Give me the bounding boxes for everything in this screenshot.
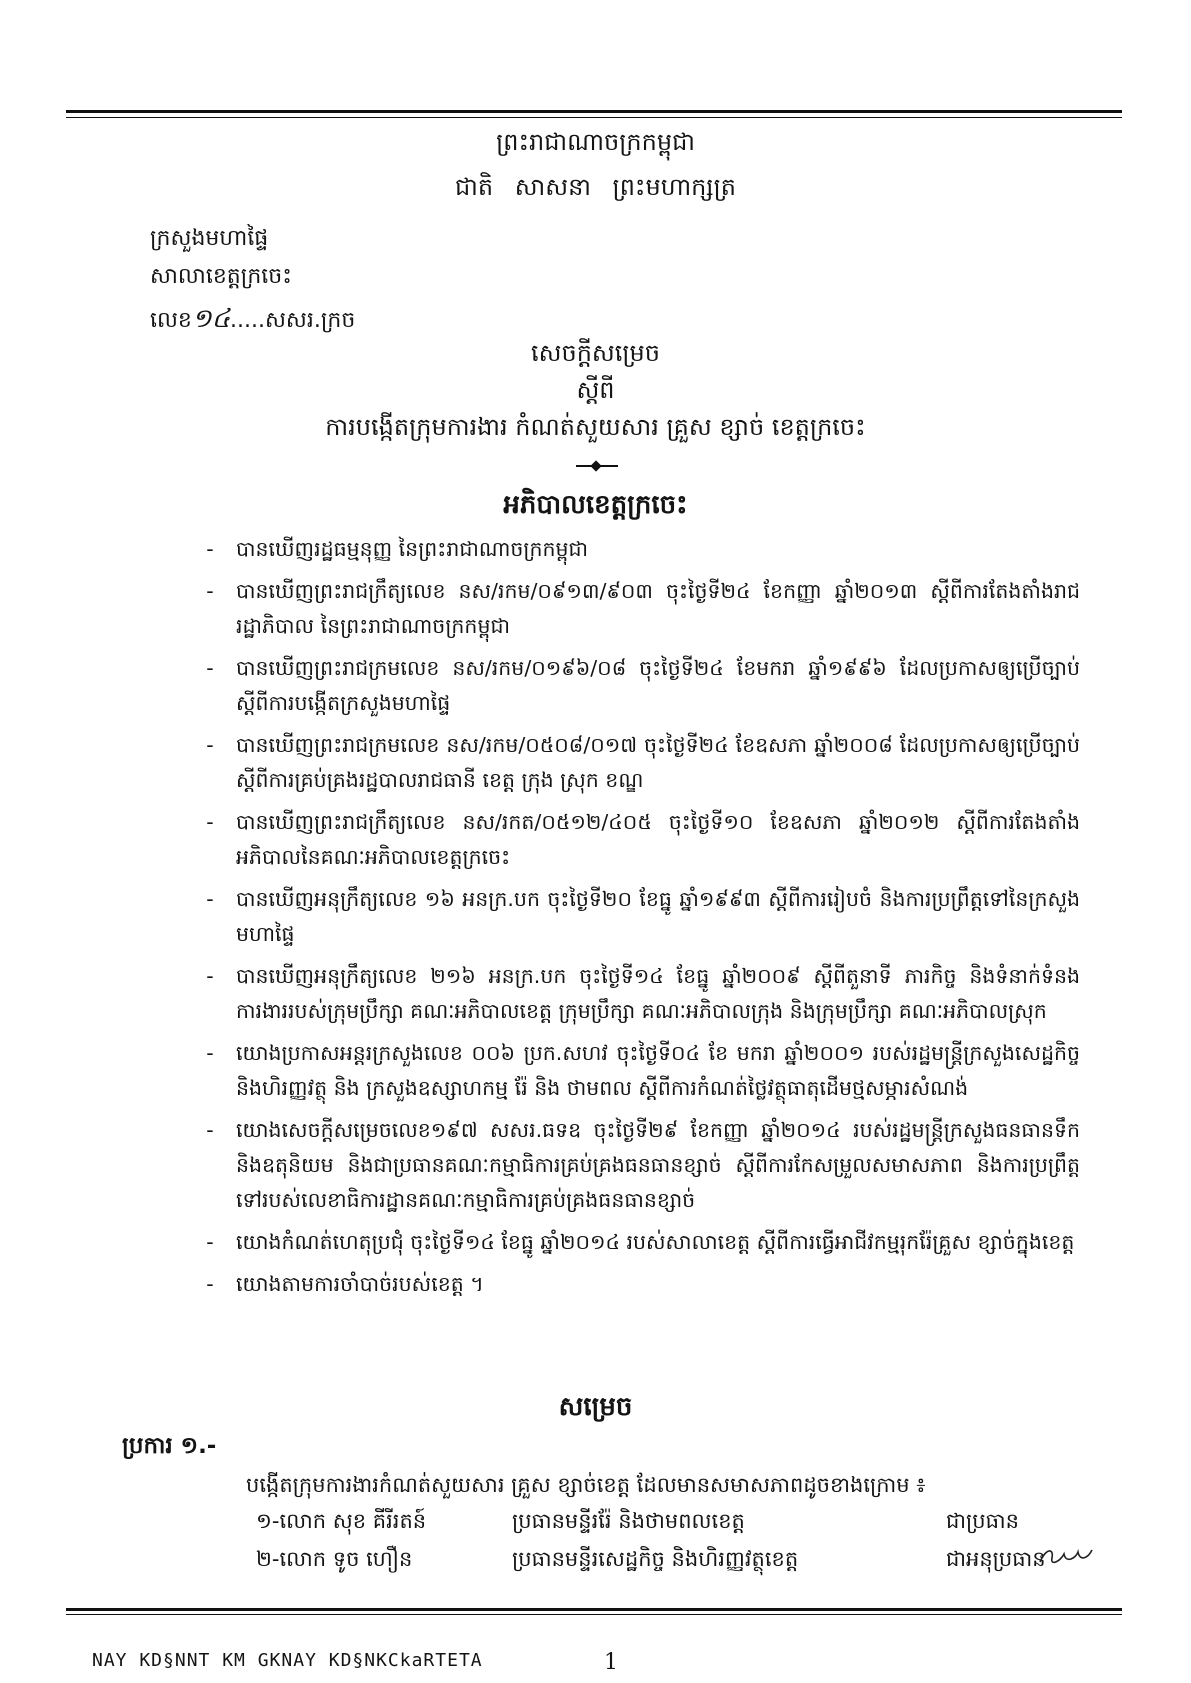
recital-item: - បានឃើញព្រះរាជក្រមលេខ នស/រកម/០១៩៦/០៨ ចុះថ្ងៃទី២៤ ខែមករា ឆ្នាំ១៩៩៦ ដែលប្រកាសឲ្យប្រើច្បាប់ស្តីពីការបង្កើតក្រសួងមហាផ្ទៃ (206, 656, 1080, 715)
recital-item: - បានឃើញរដ្ឋធម្មនុញ្ញ នៃព្រះរាជាណាចក្រកម្ពុជា (206, 537, 589, 561)
footer-rule-thick (66, 1608, 1122, 1611)
article-1-text: បង្កើតក្រុមការងារកំណត់សួយសារ គ្រួស ខ្សាច់ខេត្ត ដែលមានសមាសភាពដូចខាងក្រោម ៖ (246, 1473, 926, 1497)
member-1-role: ជាប្រធាន (946, 1509, 1019, 1533)
page-number: 1 (604, 1650, 618, 1675)
recital-item: - យោងកំណត់ហេតុប្រជុំ ចុះថ្ងៃទី១៤ ខែធ្នូ ឆ្នាំ២០១៤ របស់សាលាខេត្ត ស្តីពីការធ្វើអាជីវកម្មរុករ៉ែគ្រួស ខ្សាច់ក្នុងខេត្ត (206, 1230, 1075, 1254)
provincial-hall-name: សាលាខេត្តក្រចេះ (150, 264, 292, 289)
recital-item: - បានឃើញព្រះរាជក្រឹត្យលេខ នស/រកម/០៩១៣/៩០៣ ចុះថ្ងៃទី២៤ ខែកញ្ញា ឆ្នាំ២០១៣ ស្តីពីការតែងតាំងរាជរដ្ឋាភិបាល នៃព្រះរាជាណាចក្រកម្ពុជា (206, 579, 1080, 638)
recital-item: - យោងតាមការចាំបាច់របស់ខេត្ត ។ (206, 1272, 484, 1296)
reference-handwritten-number: ១៤ (191, 304, 230, 334)
handwritten-initials (1036, 1540, 1096, 1570)
footer-text: NAY KD§NNT KM GKNAY KD§NKCkaRTETA (92, 1650, 483, 1671)
header-rule-thin (66, 117, 1122, 118)
recitals-list (200, 532, 1080, 1309)
national-motto: ជាតិ សាសនា ព្រះមហាក្សត្រ (455, 173, 736, 201)
recital-item: - យោងប្រកាសអន្តរក្រសួងលេខ ០០៦ ប្រក.សហវ ចុះថ្ងៃទី០៤ ខែ មករា ឆ្នាំ២០០១ របស់រដ្ឋមន្ត្រីក្រសួងសេដ្ឋកិច្ច និងហិរញ្ញវត្ថុ និង ក្រសួងឧស្សាហកម្ម រ៉ែ និង ថាមពល ស្តីពីការកំណត់ថ្លៃវត្ថុធាតុដើមថ្មសម្ភារសំណង់ (206, 1041, 1080, 1100)
header-rule-thick (66, 110, 1122, 113)
title-ornament (576, 465, 618, 467)
recital-item: - យោងសេចក្តីសម្រេចលេខ១៩៧ សសរ.ធទឧ ចុះថ្ងៃទី២៩ ខែកញ្ញា ឆ្នាំ២០១៤ របស់រដ្ឋមន្ត្រីក្រសួងធនធានទឹក និងឧតុនិយម និងជាប្រធានគណៈកម្មាធិការគ្រប់គ្រងធនធានខ្សាច់ ស្តីពីការកែសម្រួលសមាសភាព និងការប្រព្រឹត្តទៅរបស់លេខាធិការដ្ឋានគណៈកម្មាធិការគ្រប់គ្រងធនធានខ្សាច់ (206, 1118, 1080, 1212)
decision-title: សេចក្តីសម្រេច (530, 339, 661, 367)
governor-heading: អភិបាលខេត្តក្រចេះ (503, 490, 688, 520)
kingdom-heading: ព្រះរាជាណាចក្រកម្ពុជា (496, 128, 695, 156)
recital-item: - បានឃើញអនុក្រឹត្យលេខ ២១៦ អនក្រ.បក ចុះថ្ងៃទី១៤ ខែធ្នូ ឆ្នាំ២០០៩ ស្តីពីតួនាទី ភារកិច្ច និងទំនាក់ទំនងការងាររបស់ក្រុមប្រឹក្សា គណៈអភិបាលខេត្ត ក្រុមប្រឹក្សា គណៈអភិបាលក្រុង និងក្រុមប្រឹក្សា គណៈអភិបាលស្រុក (206, 964, 1080, 1023)
reference-suffix: .....សសរ.ក្រច (230, 308, 356, 333)
decision-subject: ការបង្កើតក្រុមការងារ កំណត់សួយសារ គ្រួស ខ្សាច់ ខេត្តក្រចេះ (325, 413, 866, 441)
member-1-position: ប្រធានមន្ទីររ៉ែ និងថាមពលខេត្ត (512, 1509, 745, 1533)
recital-item: - បានឃើញព្រះរាជក្រមលេខ នស/រកម/០៥០៨/០១៧ ចុះថ្ងៃទី២៤ ខែឧសភា ឆ្នាំ២០០៨ ដែលប្រកាសឲ្យប្រើច្បាប់ ស្តីពីការគ្រប់គ្រងរដ្ឋបាលរាជធានី ខេត្ត ក្រុង ស្រុក ខណ្ឌ (206, 733, 1080, 792)
ministry-name: ក្រសួងមហាផ្ទៃ (150, 226, 269, 251)
recital-item: - បានឃើញអនុក្រឹត្យលេខ ១៦ អនក្រ.បក ចុះថ្ងៃទី២០ ខែធ្នូ ឆ្នាំ១៩៩៣ ស្តីពីការរៀបចំ និងការប្រព្រឹត្តទៅនៃក្រសួងមហាផ្ទៃ (206, 887, 1080, 946)
recital-item: - បានឃើញព្រះរាជក្រឹត្យលេខ នស/រកត/០៥១២/៤០៥ ចុះថ្ងៃទី១០ ខែឧសភា ឆ្នាំ២០១២ ស្តីពីការតែងតាំងអភិបាលនៃគណៈអភិបាលខេត្តក្រចេះ (206, 810, 1080, 869)
decision-about: ស្តីពី (576, 376, 615, 404)
member-1-name: ១-លោក សុខ គីរីរតន៍ (256, 1509, 427, 1533)
footer-rule-thin (66, 1614, 1122, 1615)
article-1-label: ប្រការ ១.- (122, 1433, 217, 1459)
reference-number (150, 302, 355, 340)
member-2-role: ជាអនុប្រធាន (946, 1547, 1046, 1571)
member-2-position: ប្រធានមន្ទីរសេដ្ឋកិច្ច និងហិរញ្ញវត្ថុខេត្ត (512, 1547, 799, 1571)
reference-prefix: លេខ (150, 308, 192, 333)
member-2-name: ២-លោក ទូច ហឿន (256, 1547, 413, 1571)
decides-heading: សម្រេច (558, 1392, 633, 1422)
